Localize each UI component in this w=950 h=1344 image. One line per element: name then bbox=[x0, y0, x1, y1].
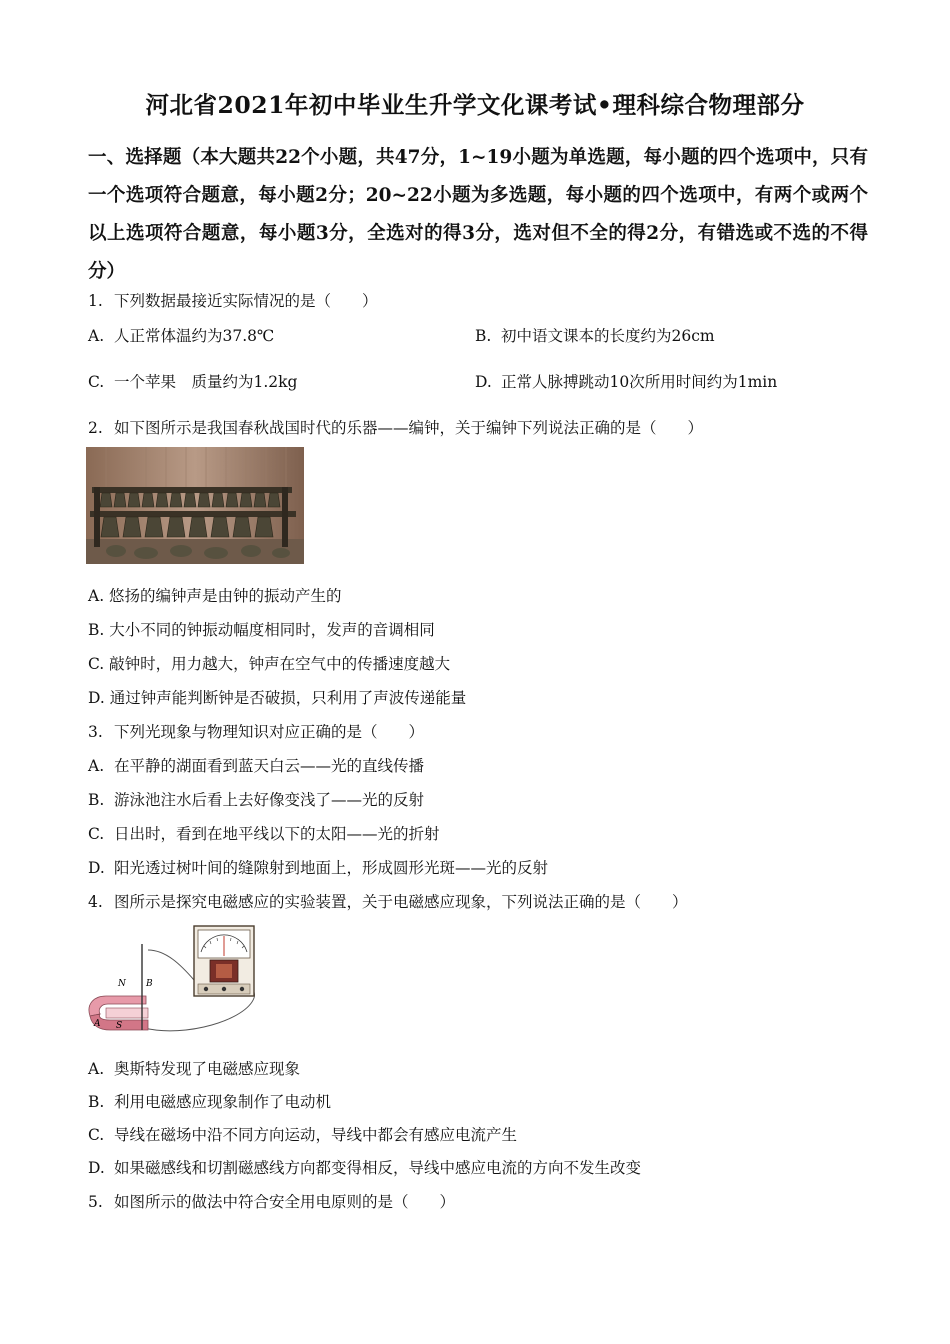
bianzhong-bells-photo bbox=[86, 447, 304, 564]
question-number: 3. bbox=[88, 723, 103, 741]
page-title: 河北省2021年初中毕业生升学文化课考试•理科综合物理部分 bbox=[145, 91, 805, 119]
q1-option-d: D. 正常人脉搏跳动10次所用时间约为1min bbox=[475, 373, 778, 391]
question-number: 5. bbox=[88, 1193, 103, 1211]
q4-option-b: B. 利用电磁感应现象制作了电动机 bbox=[88, 1093, 332, 1111]
question-2 bbox=[88, 416, 703, 438]
q2-option-b: B. 大小不同的钟振动幅度相同时，发声的音调相同 bbox=[88, 621, 435, 639]
q1-option-b: B. 初中语文课本的长度约为26cm bbox=[475, 327, 715, 345]
electromagnetic-induction-apparatus bbox=[86, 920, 266, 1040]
question-3 bbox=[88, 720, 424, 742]
q2-option-c: C. 敲钟时，用力越大，钟声在空气中的传播速度越大 bbox=[88, 655, 451, 673]
label-a: A bbox=[94, 1019, 101, 1029]
q4-option-a: A. 奥斯特发现了电磁感应现象 bbox=[88, 1060, 301, 1078]
q3-option-b: B. 游泳池注水后看上去好像变浅了——光的反射 bbox=[88, 791, 425, 809]
question-5 bbox=[88, 1190, 455, 1212]
question-number: 2. bbox=[88, 419, 103, 437]
question-number: 1. bbox=[88, 292, 103, 310]
q2-option-d: D. 通过钟声能判断钟是否破损，只利用了声波传递能量 bbox=[88, 689, 467, 707]
question-1 bbox=[88, 289, 378, 311]
question-stem: 下列光现象与物理知识对应正确的是（ ） bbox=[114, 723, 425, 741]
q3-option-a: A. 在平静的湖面看到蓝天白云——光的直线传播 bbox=[88, 757, 425, 775]
q1-option-c: C. 一个苹果 质量约为1.2kg bbox=[88, 373, 298, 391]
q4-option-d: D. 如果磁感线和切割磁感线方向都变得相反，导线中感应电流的方向不发生改变 bbox=[88, 1159, 642, 1177]
question-stem: 下列数据最接近实际情况的是（ ） bbox=[114, 292, 378, 310]
question-4 bbox=[88, 890, 688, 912]
question-stem: 如下图所示是我国春秋战国时代的乐器——编钟，关于编钟下列说法正确的是（ ） bbox=[114, 419, 704, 437]
label-b: B bbox=[146, 979, 153, 989]
q3-option-c: C. 日出时，看到在地平线以下的太阳——光的折射 bbox=[88, 825, 440, 843]
galvanometer bbox=[194, 926, 254, 996]
q1-option-a: A. 人正常体温约为37.8℃ bbox=[88, 327, 275, 345]
question-stem: 如图所示的做法中符合安全用电原则的是（ ） bbox=[114, 1193, 456, 1211]
label-s: S bbox=[116, 1021, 123, 1031]
q2-option-a: A. 悠扬的编钟声是由钟的振动产生的 bbox=[88, 587, 342, 605]
q3-option-d: D. 阳光透过树叶间的缝隙射到地面上，形成圆形光斑——光的反射 bbox=[88, 859, 549, 877]
question-number: 4. bbox=[88, 893, 103, 911]
q4-option-c: C. 导线在磁场中沿不同方向运动，导线中都会有感应电流产生 bbox=[88, 1126, 518, 1144]
label-n: N bbox=[118, 979, 126, 989]
question-stem: 图所示是探究电磁感应的实验装置，关于电磁感应现象，下列说法正确的是（ ） bbox=[114, 893, 688, 911]
section-instructions: 一、选择题（本大题共22个小题，共47分，1~19小题为单选题，每小题的四个选项中，只有一个选项符合题意，每小题2分；20~22小题为多选题，每小题的四个选项中，有两个或两个以上选项符合题意，每小题3分，全选对的得3分，选对但不全的得2分，有错选或不选的不得分） bbox=[88, 147, 868, 282]
